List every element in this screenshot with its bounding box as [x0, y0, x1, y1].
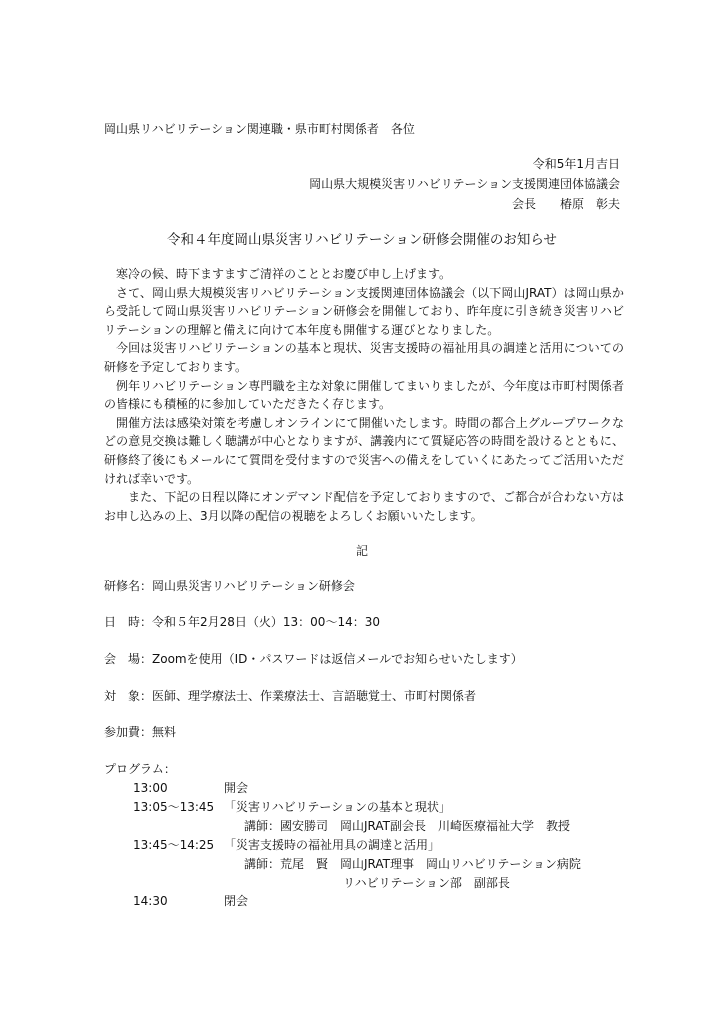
paragraph-greeting: 寒冷の候、時下ますますご清祥のこととお慶び申し上げます。	[116, 267, 452, 281]
paragraph-topic: 今回は災害リハビリテーションの基本と現状、災害支援時の福祉用具の調達と活用についての研修を予定しております。	[104, 341, 624, 374]
program-time: 13:00	[133, 781, 168, 795]
program-item: 閉会	[224, 894, 249, 908]
detail-name: 研修名：岡山県災害リハビリテーション研修会	[104, 579, 355, 593]
ki-heading: 記	[355, 544, 368, 558]
program-time: 14:30	[133, 894, 168, 908]
program-lecturer-affiliation: リハビリテーション部 副部長	[343, 876, 510, 890]
issue-date: 令和5年1月吉日	[532, 157, 620, 171]
paragraph-audience: 例年リハビリテーション専門職を主な対象に開催してまいりましたが、今年度は市町村関係者の皆様にも積極的に参加していただきたく存じます。	[104, 378, 624, 412]
detail-datetime: 日 時：令和５年2月28日（火）13：00〜14：30	[104, 615, 380, 629]
program-time: 13:45〜14:25	[133, 838, 215, 852]
body-text	[104, 265, 624, 525]
program-item: 開会	[224, 781, 249, 795]
paragraph-method: 開催方法は感染対策を考慮しオンラインにて開催いたします。時間の都合上グループワークなどの意見交換は難しく聴講が中心となりますが、講義内にて質疑応答の時間を設けるとともに、研修終了後にもメールにて質問を受付ますので災害への備えをしていくにあたってご活用いただければ幸いです。	[104, 415, 624, 486]
program-time: 13:05〜13:45	[133, 800, 215, 814]
program-item: 「災害リハビリテーションの基本と現状」	[224, 800, 451, 814]
detail-target: 対 象：医師、理学療法士、作業療法士、言語聴覚士、市町村関係者	[104, 689, 477, 703]
signatory: 会長 椿原 彰夫	[511, 197, 620, 211]
program-item: 「災害支援時の福祉用具の調達と活用」	[224, 838, 441, 852]
program-lecturer: 講師：國安勝司 岡山JRAT副会長 川崎医療福祉大学 教授	[244, 819, 571, 833]
program-label: プログラム：	[104, 762, 176, 776]
paragraph-intro: さて、岡山県大規模災害リハビリテーション支援関連団体協議会（以下岡山JRAT）は岡山県から受託して岡山県災害リハビリテーション研修会を開催しており、昨年度に引き続き災害リハビリテーションの理解と備えに向けて本年度も開催する運びとなりました。	[104, 285, 624, 337]
document-title: 令和４年度岡山県災害リハビリテーション研修会開催のお知らせ	[167, 232, 557, 248]
paragraph-ondemand: また、下記の日程以降にオンデマンド配信を予定しておりますので、ご都合が合わない方はお申し込みの上、3月以降の配信の視聴をよろしくお願いいたします。	[104, 490, 624, 523]
addressee: 岡山県リハビリテーション関連職・県市町村関係者 各位	[104, 122, 415, 136]
detail-venue: 会 場：Zoomを使用（ID・パスワードは返信メールでお知らせいたします）	[104, 652, 523, 666]
program-lecturer: 講師：荒尾 賢 岡山JRAT理事 岡山リハビリテーション病院	[244, 857, 581, 871]
detail-fee: 参加費：無料	[104, 725, 177, 739]
organization-name: 岡山県大規模災害リハビリテーション支援関連団体協議会	[309, 177, 620, 191]
